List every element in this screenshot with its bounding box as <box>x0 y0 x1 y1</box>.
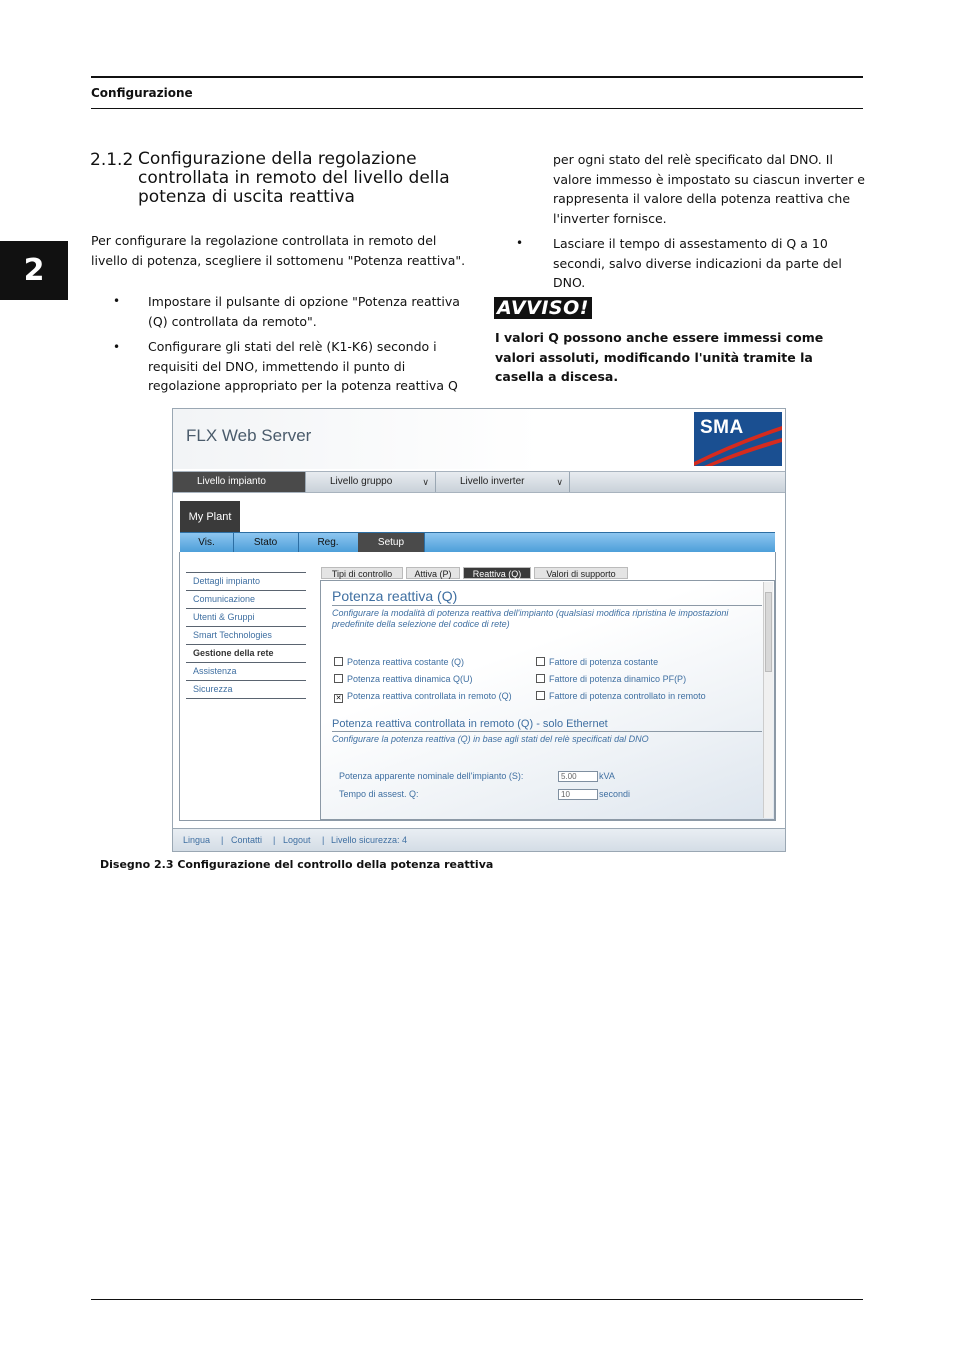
footer-separator: | <box>322 835 325 845</box>
sidebar-item-smart-technologies[interactable]: Smart Technologies <box>186 627 306 645</box>
nav-livello-inverter[interactable] <box>436 472 570 492</box>
tab-my-plant[interactable]: My Plant <box>180 501 240 532</box>
checkbox[interactable] <box>334 674 343 683</box>
logo-text: SMA <box>700 417 744 438</box>
apparent-power-label: Potenza apparente nominale dell'impianto (S): <box>339 771 524 781</box>
bullet-marker: • <box>113 340 121 354</box>
footer-link-contatti[interactable]: Contatti <box>231 835 263 845</box>
scroll-thumb[interactable] <box>765 592 772 672</box>
main-nav <box>173 471 785 493</box>
sma-logo <box>694 412 782 466</box>
option-pf-dinamico[interactable] <box>536 674 686 684</box>
bullet-marker: • <box>516 236 524 250</box>
sidebar-item-dettagli-impianto[interactable]: Dettagli impianto <box>186 572 306 591</box>
divider <box>332 605 762 606</box>
tab-vis[interactable]: Vis. <box>180 533 234 552</box>
apparent-power-input[interactable]: 5.00 <box>558 771 598 782</box>
section-number: 2.1.2 <box>90 150 134 170</box>
option-q-dinamica[interactable] <box>334 674 473 684</box>
option-pf-remoto[interactable] <box>536 691 706 701</box>
app-header <box>173 409 785 469</box>
option-label: Potenza reattiva dinamica Q(U) <box>347 674 473 684</box>
footer-security-level: Livello sicurezza: 4 <box>331 835 408 845</box>
panel-scrollbar[interactable] <box>763 582 773 818</box>
tab-reattiva[interactable]: Reattiva (Q) <box>463 567 531 579</box>
app-footer <box>173 828 785 852</box>
footer-separator: | <box>273 835 276 845</box>
option-pf-costante[interactable] <box>536 657 658 667</box>
footer-link-lingua[interactable]: Lingua <box>183 835 211 845</box>
panel-title: Potenza reattiva (Q) <box>332 588 458 604</box>
footer-link-logout[interactable]: Logout <box>283 835 311 845</box>
bullet-item: Configurare gli stati del relè (K1-K6) secondo i requisiti del DNO, immettendo il punto di regolazione appropriato per la potenza reattiva Q <box>148 339 458 393</box>
checkbox-checked[interactable]: ✕ <box>335 695 342 702</box>
checkbox[interactable] <box>536 657 545 666</box>
chevron-down-icon: ∨ <box>556 477 563 487</box>
tab-stato[interactable]: Stato <box>233 533 299 552</box>
nav-livello-impianto[interactable] <box>173 472 306 492</box>
sidebar-item-comunicazione[interactable]: Comunicazione <box>186 591 306 609</box>
notice-text: I valori Q possono anche essere immessi come valori assoluti, modificando l'unità tramite la casella a discesa. <box>495 330 824 384</box>
figure-caption: Disegno 2.3 Configurazione del controllo della potenza reattiva <box>100 858 494 871</box>
chapter-tab: 2 <box>0 241 68 300</box>
reactive-power-panel <box>320 580 775 820</box>
tab-setup[interactable]: Setup <box>358 533 425 552</box>
option-label: Fattore di potenza controllato in remoto <box>549 691 706 701</box>
settling-time-unit: secondi <box>599 789 631 799</box>
option-label: Fattore di potenza dinamico PF(P) <box>549 674 687 684</box>
footer-rule <box>91 1299 863 1300</box>
web-server-screenshot <box>172 408 786 852</box>
option-label: Potenza reattiva controllata in remoto (Q) <box>347 691 512 701</box>
tab-attiva[interactable]: Attiva (P) <box>406 567 460 579</box>
running-header: Configurazione <box>91 86 193 100</box>
header-top-rule <box>91 76 863 78</box>
apparent-power-unit: kVA <box>599 771 615 781</box>
checkbox[interactable] <box>536 691 545 700</box>
notice-label: AVVISO! <box>494 297 592 319</box>
option-label: Potenza reattiva costante (Q) <box>347 657 465 667</box>
option-q-costante[interactable] <box>334 657 464 667</box>
tab-valori-supporto[interactable]: Valori di supporto <box>534 567 628 579</box>
remote-section-title: Potenza reattiva controllata in remoto (Q) - solo Ethernet <box>332 718 608 730</box>
divider <box>332 731 762 732</box>
panel-description: Configurare la modalità di potenza reattiva dell'impianto (qualsiasi modifica ripristina le impostazioni predefinite della selezione del codice di rete) <box>332 608 729 629</box>
settling-time-input[interactable]: 10 <box>558 789 598 800</box>
sidebar-item-gestione-rete[interactable]: Gestione della rete <box>186 645 306 663</box>
sidebar-item-utenti-gruppi[interactable]: Utenti & Gruppi <box>186 609 306 627</box>
bullet-item: Impostare il pulsante di opzione "Potenza reattiva (Q) controllata da remoto". <box>148 294 460 329</box>
nav-label: Livello impianto <box>197 476 266 487</box>
header-bottom-rule <box>91 108 863 109</box>
chevron-down-icon: ∨ <box>422 477 429 487</box>
nav-label: Livello gruppo <box>330 476 393 487</box>
checkbox[interactable] <box>536 674 545 683</box>
option-label: Fattore di potenza costante <box>549 657 659 667</box>
checkbox[interactable] <box>334 657 343 666</box>
section-title: Configurazione della regolazione controllata in remoto del livello della potenza di uscita reattiva <box>138 149 450 207</box>
nav-label: Livello inverter <box>460 476 525 487</box>
sidebar-item-assistenza[interactable]: Assistenza <box>186 663 306 681</box>
footer-separator: | <box>221 835 224 845</box>
tab-tipi-controllo[interactable]: Tipi di controllo <box>321 567 403 579</box>
tab-reg[interactable]: Reg. <box>298 533 359 552</box>
logo-swoosh-icon <box>694 412 782 466</box>
intro-paragraph: Per configurare la regolazione controllata in remoto del livello di potenza, scegliere il sottomenu "Potenza reattiva". <box>91 233 466 268</box>
bullet-item: Lasciare il tempo di assestamento di Q a 10 secondi, salvo diverse indicazioni da parte del DNO. <box>553 236 842 290</box>
content-area <box>179 552 776 821</box>
app-title: FLX Web Server <box>186 426 312 445</box>
remote-section-description: Configurare la potenza reattiva (Q) in base agli stati del relè specificati dal DNO <box>332 734 649 744</box>
bullet-continuation: per ogni stato del relè specificato dal DNO. Il valore immesso è impostato su ciascun inverter e rappresenta il valore della potenza reattiva che l'inverter fornisce. <box>553 152 865 226</box>
option-q-remoto[interactable] <box>334 691 512 703</box>
sidebar-item-sicurezza[interactable]: Sicurezza <box>186 681 306 699</box>
settling-time-label: Tempo di assest. Q: <box>339 789 419 799</box>
nav-livello-gruppo[interactable] <box>306 472 436 492</box>
sub-nav <box>180 532 775 552</box>
bullet-marker: • <box>113 294 121 308</box>
sidebar <box>186 572 306 699</box>
